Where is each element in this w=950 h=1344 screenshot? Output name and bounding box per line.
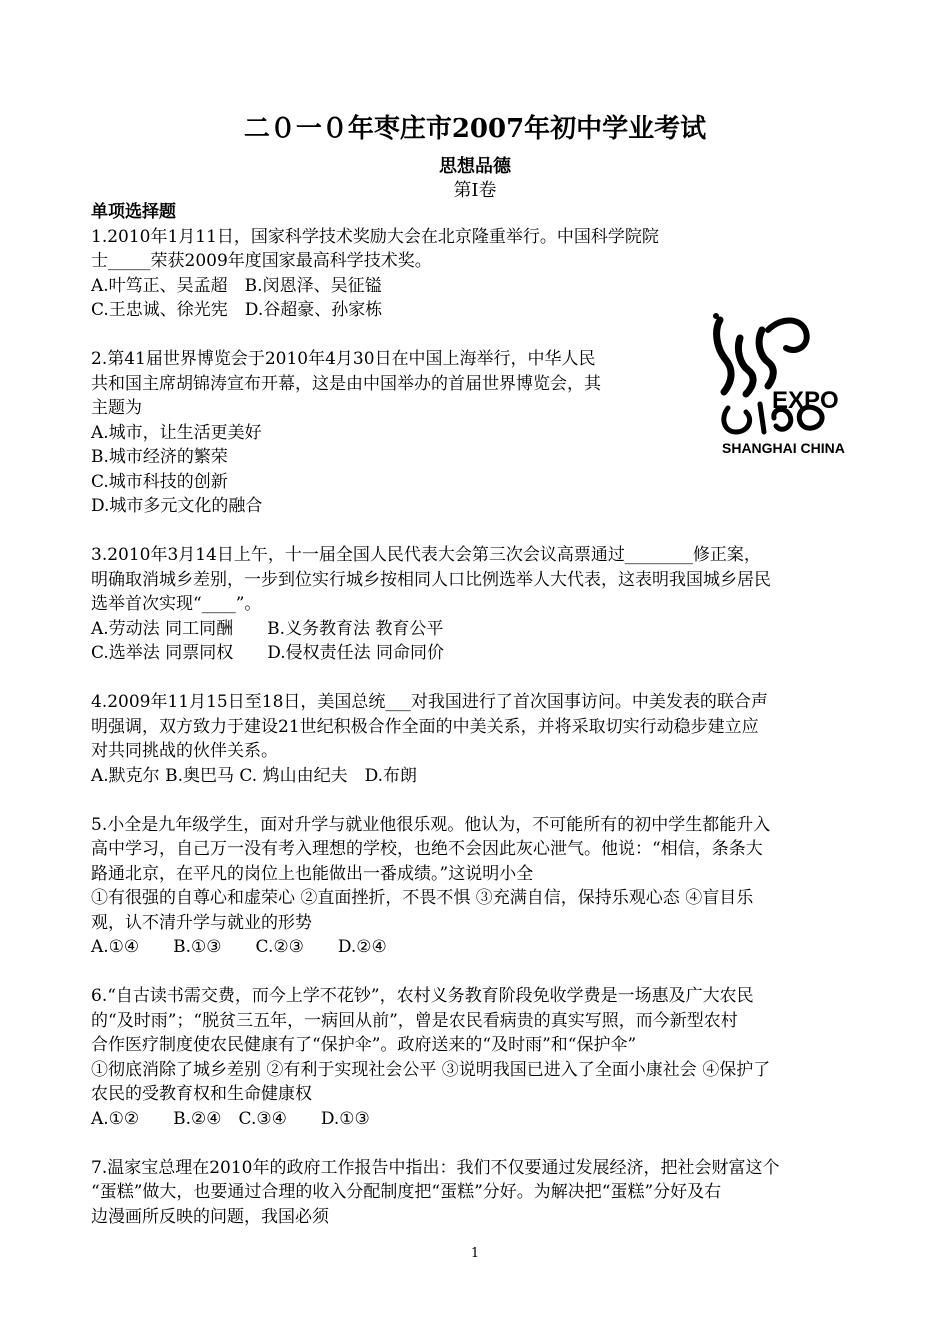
question-stem-line: 明确取消城乡差别，一步到位实行城乡按相同人口比例选举人大代表，这表明我国城乡居民 [91,569,771,590]
question-stem-line: ①彻底消除了城乡差别 ②有利于实现社会公平 ③说明我国已进入了全面小康社会 ④保护了 [91,1059,771,1080]
question-stem-line: 5.小全是九年级学生，面对升学与就业他很乐观。他认为，不可能所有的初中学生都能升入 [91,814,771,835]
question-4 [91,690,863,788]
logo-stroke [760,404,764,432]
question-stem-line: 明强调，双方致力于建设21世纪积极合作全面的中美关系，并将采取切实行动稳步建立应 [91,716,759,737]
option-line: D.城市多元文化的融合 [91,496,263,516]
logo-stroke [738,338,753,394]
question-stem-line: 路通北京，在平凡的岗位上也能做出一番成绩。”这说明小全 [91,863,534,884]
logo-stroke [768,320,807,350]
question-stem-line: ①有很强的自尊心和虚荣心 ②直面挫折，不畏不惧 ③充满自信，保持乐观心态 ④盲目乐 [91,888,754,908]
expo-2010-logo [706,308,866,458]
question-stem-line: 6.“自古读书需交费，而今上学不花钞”，农村义务教育阶段免收学费是一场惠及广大农民 [91,986,754,1006]
question-stem-line: 观，认不清升学与就业的形势 [91,912,312,933]
option-line: A.叶笃正、吴孟超 B.闵恩泽、吴征镒 [91,275,382,296]
page-number: 1 [470,1246,480,1261]
question-stem-line: 3.2010年3月14日上午，十一届全国人民代表大会第三次会议高票通过________修正案， [91,545,761,565]
question-stem-line: 对共同挑战的伙伴关系。 [91,741,278,761]
question-5 [91,813,863,960]
question-stem-line: 7.温家宝总理在2010年的政府工作报告中指出：我们不仅要通过发展经济，把社会财富这个 [91,1157,780,1178]
subject-title: 思想品德 [439,156,511,177]
option-line: A.①② B.②④ C.③④ D.①③ [91,1108,370,1129]
logo-stroke [724,408,750,432]
option-line: A.①④ B.①③ C.②③ D.②④ [91,937,387,957]
option-line: A.默克尔 B.奥巴马 C. 鸩山由纪夫 D.布朗 [91,765,418,786]
logo-caption: SHANGHAI CHINA [722,440,845,456]
option-line: C.选举法 同票同权 D.侵权责任法 同命同价 [91,643,445,663]
question-stem-line: 合作医疗制度使农民健康有了“保护伞”。政府送来的“及时雨”和“保护伞” [91,1035,637,1055]
volume-label: 第Ⅰ卷 [453,180,497,201]
question-stem-line: 的“及时雨”；“脱贫三五年，一病回从前”，曾是农民看病贵的真实写照，而今新型农村 [91,1010,738,1031]
option-line: B.城市经济的繁荣 [91,447,228,467]
logo-expo-text: EXPO [772,387,839,414]
exam-title: 二０一０年枣庄市2007年初中学业考试 [243,114,707,144]
logo-stroke [759,330,773,386]
option-line: A.劳动法 同工同酬 B.义务教育法 教育公平 [91,618,444,639]
question-stem-line: 共和国主席胡锦涛宣布开幕，这是由中国举办的首届世界博览会，其 [91,373,601,394]
question-stem-line: 主题为 [91,398,142,418]
question-7 [91,1156,863,1230]
question-6 [91,984,863,1131]
question-stem-line: 选举首次实现“____”。 [91,594,262,614]
section-heading: 单项选择题 [91,202,176,222]
question-stem-line: 士_____荣获2009年度国家最高科学技术奖。 [91,251,432,271]
option-line: A.城市，让生活更美好 [91,422,262,443]
question-stem-line: 农民的受教育权和生命健康权 [91,1084,312,1104]
question-stem-line: 边漫画所反映的问题，我国必须 [91,1206,329,1227]
option-line: C.城市科技的创新 [91,471,228,492]
option-line: C.王忠诚、徐光宪 D.谷超豪、孙家栋 [91,300,383,320]
question-3 [91,543,863,666]
question-stem-line: 4.2009年11月15日至18日，美国总统___对我国进行了首次国事访问。中美发表的联合声 [91,692,768,712]
question-stem-line: 高中学习，自己万一没有考入理想的学校，也绝不会因此灰心泄气。他说：“相信，条条大 [91,839,763,859]
question-stem-line: 1.2010年1月11日，国家科学技术奖励大会在北京隆重举行。中国科学院院 [91,226,659,247]
question-stem-line: “蛋糕”做大，也要通过合理的收入分配制度把“蛋糕”分好。为解决把“蛋糕”分好及右 [91,1182,722,1202]
question-stem-line: 2.第41届世界博览会于2010年4月30日在中国上海举行，中华人民 [91,349,596,369]
logo-stroke [717,320,731,392]
